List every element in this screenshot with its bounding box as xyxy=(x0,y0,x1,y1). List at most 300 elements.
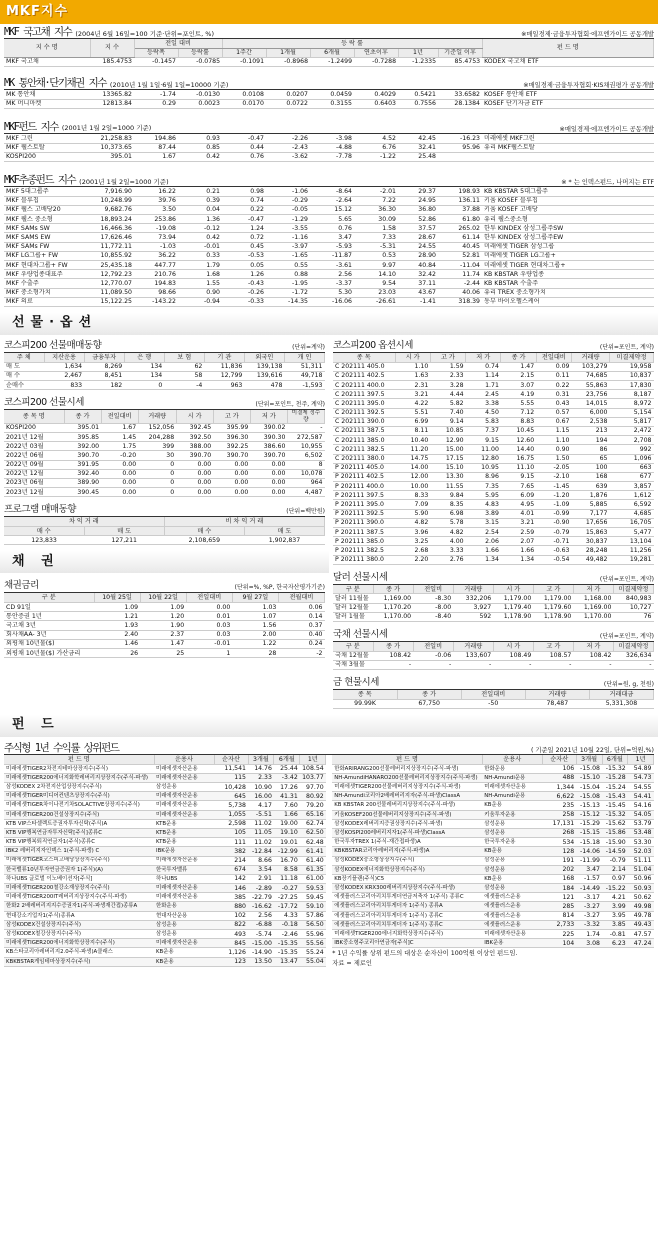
table-cell: MK 통안채 xyxy=(4,90,90,99)
unit-label: (단위=포인트, 계약) xyxy=(599,344,654,352)
table-cell: 매 도 xyxy=(4,362,44,371)
table-cell: MKF 중소형가치 xyxy=(4,288,90,297)
table-cell: 4.83 xyxy=(466,500,501,509)
col-header: 전월대비 xyxy=(278,593,324,602)
table-cell: 49,482 xyxy=(572,555,610,564)
top-fund-section xyxy=(4,741,654,967)
table-cell: 1.45 xyxy=(101,433,138,442)
table-cell: -3.62 xyxy=(266,152,310,161)
table-row xyxy=(4,838,326,847)
table-cell: 645 xyxy=(214,792,248,801)
table-cell: -3.32 xyxy=(576,920,602,929)
table-cell: 65 xyxy=(572,454,610,463)
table-cell: 5,154 xyxy=(610,408,654,417)
table-cell: 50.62 xyxy=(628,893,654,902)
table-cell: 185.4753 xyxy=(90,57,134,66)
table-cell: 389.90 xyxy=(64,478,101,487)
table-cell: - xyxy=(413,660,453,669)
table-cell: NH-AmundiHANARO200선물레버리지상장지수(주식-파생) xyxy=(332,773,482,782)
table-cell: 한투 KINDEX 삼성그룹주SW xyxy=(482,224,654,233)
col-header: 보 험 xyxy=(164,353,204,362)
table-cell: 5,817 xyxy=(610,417,654,426)
table-cell: 76 xyxy=(613,612,653,621)
table-cell: -15.24 xyxy=(602,783,628,792)
table-row xyxy=(4,57,654,66)
table-cell: 0 xyxy=(138,488,176,497)
table-cell: P 202111 392.5 xyxy=(333,509,395,518)
table-cell: 37.11 xyxy=(398,279,438,288)
table-cell: 0.7556 xyxy=(398,99,438,108)
table-row xyxy=(4,630,325,639)
table-cell: C 202111 382.5 xyxy=(333,445,395,454)
table-cell: 0.00 xyxy=(250,478,287,487)
table-row xyxy=(333,371,654,380)
table-cell: 54.41 xyxy=(628,792,654,801)
table-cell: 86 xyxy=(572,445,610,454)
table-cell: -27.25 xyxy=(274,893,300,902)
table-cell: -1,593 xyxy=(284,381,324,390)
table-cell: 4.00 xyxy=(430,537,465,546)
table-row xyxy=(4,773,326,782)
table-cell: P 202111 395.0 xyxy=(333,500,395,509)
col-header: 전일 대비 xyxy=(134,39,222,48)
table-cell: -15.13 xyxy=(576,801,602,810)
table-cell: 1.09 xyxy=(140,603,186,612)
table-cell: 19.01 xyxy=(274,838,300,847)
table-row xyxy=(4,478,325,487)
table-cell: -5.51 xyxy=(248,810,274,819)
table-cell: 10,837 xyxy=(610,371,654,380)
table-cell: 0.53 xyxy=(354,251,398,260)
table-row xyxy=(332,893,653,902)
table-cell: 미래에셋 TIGER 현대차그룹+ xyxy=(482,261,654,270)
table-cell: 392.50 xyxy=(176,433,213,442)
table-cell: -1.65 xyxy=(266,251,310,260)
futures-trade-table xyxy=(4,353,325,390)
right-column xyxy=(333,339,654,709)
col-header: 저 가 xyxy=(466,353,501,362)
table-cell: 59.10 xyxy=(300,902,326,911)
table-cell: 18,893.24 xyxy=(90,215,134,224)
table-cell: MKF 수출주 xyxy=(4,279,90,288)
table-cell: 592 xyxy=(453,612,493,621)
table-cell: -1.03 xyxy=(134,242,178,251)
table-cell: -1.72 xyxy=(266,288,310,297)
table-cell: C 202111 397.5 xyxy=(333,390,395,399)
table-cell: P 202111 400.0 xyxy=(333,482,395,491)
table-cell: 에셋플러스운용 xyxy=(482,911,542,920)
col-header: 시 가 xyxy=(395,353,430,362)
table-cell: -0.26 xyxy=(222,288,266,297)
unit-label: (단위=원, g, 천원) xyxy=(603,681,654,689)
table-cell: KBKBSTAR코리아레버리지(주식-파생)A xyxy=(332,847,482,856)
table-cell: 40.84 xyxy=(398,261,438,270)
table-cell: -1.29 xyxy=(266,215,310,224)
table-cell: 1.71 xyxy=(466,381,501,390)
table-cell: 14.76 xyxy=(248,764,274,773)
table-cell: 하나UBS xyxy=(154,874,214,883)
table-cell: 1,126 xyxy=(214,948,248,957)
table-cell: 62.50 xyxy=(300,828,326,837)
table-cell: -1.57 xyxy=(576,874,602,883)
table-cell: -15.62 xyxy=(602,819,628,828)
table-cell: -14.59 xyxy=(602,847,628,856)
table-row xyxy=(4,187,654,196)
table-cell: 10,955 xyxy=(287,442,324,451)
table-cell: 12.00 xyxy=(395,472,430,481)
table-cell: 11.18 xyxy=(274,874,300,883)
table-cell: 7.12 xyxy=(501,408,536,417)
col-header: 기준일 이후 xyxy=(438,48,482,57)
table-cell: 4.52 xyxy=(354,134,398,143)
table-cell: 미래에셋자산운용 xyxy=(154,764,214,773)
table-row xyxy=(333,408,654,417)
table-cell: 1,055 xyxy=(214,810,248,819)
table-cell: -8.40 xyxy=(413,612,453,621)
table-cell: 0.0459 xyxy=(310,90,354,99)
table-cell: KB운용 xyxy=(482,847,542,856)
table-cell: 194.86 xyxy=(134,134,178,143)
table-cell: 2023년 12월 xyxy=(4,488,64,497)
col-header: 전일대비 xyxy=(461,690,525,699)
table-row xyxy=(4,233,654,242)
table-cell: 4.44 xyxy=(430,390,465,399)
table-cell: -0.47 xyxy=(222,215,266,224)
table-cell: 0.00 xyxy=(176,460,213,469)
table-cell: 17,131 xyxy=(542,819,576,828)
table-cell: 미래에셋자산운용 xyxy=(154,856,214,865)
table-row xyxy=(4,874,326,883)
table-cell: KB운용 xyxy=(154,948,214,957)
col-header: 펀 드 명 xyxy=(4,755,154,764)
table-cell: 10,428 xyxy=(214,783,248,792)
table-row xyxy=(4,828,326,837)
col-header: 매 도 xyxy=(244,527,324,536)
table-cell: KTB VIP행복연금자투자신탁[주식]종류C xyxy=(4,828,154,837)
table-cell: -14.90 xyxy=(248,948,274,957)
table-cell: 2,472 xyxy=(610,426,654,435)
table-cell: 2,733 xyxy=(542,920,576,929)
unit-label: (단위=백만원) xyxy=(286,508,325,516)
table-cell: 4.95 xyxy=(501,500,536,509)
table-cell: 396.30 xyxy=(213,433,250,442)
table-row xyxy=(333,436,654,445)
col-header: 거래량 xyxy=(572,353,610,362)
table-cell: 6,622 xyxy=(542,792,576,801)
table-cell: 10.85 xyxy=(430,426,465,435)
table-cell: -3.27 xyxy=(576,902,602,911)
table-cell: -2.05 xyxy=(536,463,571,472)
section-title: MKF펀드 지수 xyxy=(4,120,58,133)
table-cell: -15.08 xyxy=(576,764,602,773)
table-cell: 0.00 xyxy=(213,478,250,487)
table-cell: 2.54 xyxy=(466,528,501,537)
table-cell: 0.5421 xyxy=(398,90,438,99)
table-row xyxy=(332,819,653,828)
table-cell: -2.46 xyxy=(274,930,300,939)
bond-index-table xyxy=(4,39,654,67)
unit-label: (단위=포인트, 계약) xyxy=(599,633,654,641)
table-cell: 390.02 xyxy=(250,423,287,432)
col-header: 종 가 xyxy=(373,585,413,594)
table-cell: 에셋플러스코리아리치투게더자 1(주식) 종류C xyxy=(332,920,482,929)
table-cell: -15.10 xyxy=(576,773,602,782)
table-row xyxy=(4,893,326,902)
table-cell: 미래에셋TIGER2차전지테마상장지수(주식) xyxy=(4,764,154,773)
table-cell: - xyxy=(287,423,324,432)
table-cell: 0.76 xyxy=(310,224,354,233)
table-cell: 4.50 xyxy=(466,408,501,417)
table-cell: 663 xyxy=(610,463,654,472)
table-row xyxy=(4,90,654,99)
table-cell: 8,187 xyxy=(610,390,654,399)
table-cell: NH-Amundi운용 xyxy=(482,773,542,782)
table-cell: 에셋플러스운용 xyxy=(482,920,542,929)
table-cell: 390.70 xyxy=(64,451,101,460)
table-cell: 99.99K xyxy=(333,699,397,708)
table-cell: 미래에셋TIGER코스피고배당상장지수(주식) xyxy=(4,856,154,865)
table-cell: -0.01 xyxy=(178,242,222,251)
table-cell: 2.45 xyxy=(466,390,501,399)
table-row xyxy=(4,371,325,380)
table-cell: 1.66 xyxy=(274,810,300,819)
col-header: 전일비 xyxy=(413,585,453,594)
table-cell: 10,078 xyxy=(287,469,324,478)
table-cell: 392.25 xyxy=(213,442,250,451)
table-cell: 2,708 xyxy=(610,436,654,445)
track-index-section xyxy=(4,172,654,307)
table-cell: 0.0023 xyxy=(178,99,222,108)
col-header: 6개월 xyxy=(274,755,300,764)
table-cell: -0.7288 xyxy=(354,57,398,66)
table-cell: 11,772.11 xyxy=(90,242,134,251)
table-cell: 4.01 xyxy=(501,509,536,518)
table-cell: 0.43 xyxy=(536,399,571,408)
table-cell: - xyxy=(373,660,413,669)
table-cell: 3.96 xyxy=(395,528,430,537)
table-cell: -0.90 xyxy=(536,518,571,527)
table-cell: 회사채AA- 3년 xyxy=(4,630,94,639)
table-cell: 32.42 xyxy=(398,270,438,279)
table-cell: MKF 국고채 xyxy=(4,57,90,66)
table-cell: 85.4753 xyxy=(438,57,482,66)
table-cell: 12.60 xyxy=(501,436,536,445)
table-cell: 133,607 xyxy=(453,651,493,660)
table-cell: KB KBSTAR 200선물레버리지상장지수(주식-파생) xyxy=(332,801,482,810)
table-cell: 0.0170 xyxy=(222,99,266,108)
table-cell: 28 xyxy=(232,649,278,658)
table-cell: 0.0108 xyxy=(222,90,266,99)
table-cell: 16,705 xyxy=(610,518,654,527)
table-cell: 0.00 xyxy=(176,488,213,497)
table-cell: 6,592 xyxy=(610,500,654,509)
subsection-title: 코스피200 옵션시세 xyxy=(333,340,413,352)
table-cell: KB운용 xyxy=(482,874,542,883)
table-row xyxy=(333,426,654,435)
table-cell: 0.74 xyxy=(222,196,266,205)
cell: 2,108,659 xyxy=(164,536,244,545)
table-cell: 1.67 xyxy=(101,423,138,432)
table-cell: 5,477 xyxy=(610,528,654,537)
col-header: 저 가 xyxy=(250,410,287,423)
table-cell: KB KBSTAR 우량업종 xyxy=(482,270,654,279)
table-row xyxy=(4,649,325,658)
table-row xyxy=(4,801,326,810)
table-cell: 0.06 xyxy=(278,603,324,612)
table-cell: 0.22 xyxy=(222,205,266,214)
col-header: 운용사 xyxy=(482,755,542,764)
table-cell: 0.00 xyxy=(186,603,232,612)
unit-label: (단위=%, %P, 한국자산평가기준) xyxy=(234,584,325,592)
bond-index-section xyxy=(4,24,654,67)
table-cell: 225 xyxy=(542,930,576,939)
table-row xyxy=(333,482,654,491)
table-row xyxy=(4,639,325,648)
table-cell: 24.95 xyxy=(398,196,438,205)
table-row xyxy=(4,603,325,612)
fund-index-table xyxy=(4,134,654,162)
table-cell: -1.16 xyxy=(266,233,310,242)
table-cell: 에셋플러스코리아리치투게더연금저축자 1(주식) 종류C xyxy=(332,893,482,902)
table-cell: 9.97 xyxy=(354,261,398,270)
table-cell: 키움투자운용 xyxy=(482,810,542,819)
table-cell: 0.11 xyxy=(536,371,571,380)
table-cell: 3.33 xyxy=(430,546,465,555)
table-cell: 1.36 xyxy=(178,215,222,224)
table-row xyxy=(333,362,654,371)
table-cell: 253.86 xyxy=(134,215,178,224)
table-cell: -0.06 xyxy=(413,651,453,660)
table-cell: 1,178.90 xyxy=(493,612,533,621)
table-cell: 1,876 xyxy=(572,491,610,500)
table-cell: 52.81 xyxy=(438,251,482,260)
table-cell: 11.74 xyxy=(438,270,482,279)
table-cell: 한화운용 xyxy=(482,764,542,773)
table-cell: 3.54 xyxy=(248,865,274,874)
table-cell: 7.40 xyxy=(430,408,465,417)
table-cell: 47.24 xyxy=(628,939,654,948)
table-row xyxy=(4,764,326,773)
table-cell: 1.68 xyxy=(178,270,222,279)
table-row xyxy=(333,463,654,472)
table-cell: 55.56 xyxy=(300,939,326,948)
table-cell: 11.55 xyxy=(430,482,465,491)
table-cell: 17,656 xyxy=(572,518,610,527)
col-header: 고 가 xyxy=(430,353,465,362)
table-row xyxy=(4,948,326,957)
table-cell: 79.20 xyxy=(300,801,326,810)
table-cell: 265.02 xyxy=(438,224,482,233)
table-cell: 3,857 xyxy=(610,482,654,491)
table-cell: 3.15 xyxy=(466,518,501,527)
table-cell: MKF 블루칩 xyxy=(4,196,90,205)
col-header: 6개월 xyxy=(602,755,628,764)
table-row xyxy=(4,442,325,451)
table-cell: 49.43 xyxy=(628,920,654,929)
table-cell: 13.47 xyxy=(274,957,300,966)
table-cell: 6.76 xyxy=(354,143,398,152)
table-cell: 3.28 xyxy=(430,381,465,390)
table-cell: 0.31 xyxy=(536,390,571,399)
col-header: 전일대비 xyxy=(186,593,232,602)
table-cell: 1,612 xyxy=(610,491,654,500)
table-row xyxy=(332,810,653,819)
col-header: 종 가 xyxy=(373,642,413,651)
table-cell: 845 xyxy=(214,939,248,948)
table-row xyxy=(333,528,654,537)
table-cell: KB KBSTAR 수출주 xyxy=(482,279,654,288)
table-cell: 미래에셋TIGER200에너지화학상장지수(주식) xyxy=(4,939,154,948)
table-cell: 2.68 xyxy=(395,546,430,555)
table-cell: -15.35 xyxy=(274,939,300,948)
col-header: 1년 xyxy=(628,755,654,764)
table-cell: 108.57 xyxy=(533,651,573,660)
col-header: 6개월 xyxy=(310,48,354,57)
col-header: 거래량 xyxy=(525,690,589,699)
table-cell: 하나UBS 글로벌 이노베이션자[주식] xyxy=(4,874,154,883)
table-cell: 15.00 xyxy=(430,445,465,454)
table-row xyxy=(4,792,326,801)
table-cell: 2.33 xyxy=(430,371,465,380)
table-cell: 0 xyxy=(138,478,176,487)
table-cell: 213 xyxy=(572,426,610,435)
table-cell: 12.90 xyxy=(430,436,465,445)
table-cell: 키움 KOSEF 블루칩 xyxy=(482,196,654,205)
table-cell: 2.76 xyxy=(430,555,465,564)
table-cell: 통안증권 1년 xyxy=(4,612,94,621)
section-title: MK 통안채·단기채권 지수 xyxy=(4,77,106,89)
table-cell: 2022년 06월 xyxy=(4,451,64,460)
table-cell: 12.80 xyxy=(466,454,501,463)
table-cell: 미래에셋TIGER미디어컨텐츠상장지수(주식) xyxy=(4,792,154,801)
table-cell: 28.90 xyxy=(398,251,438,260)
table-cell: 7.35 xyxy=(466,482,501,491)
table-cell: 2,538 xyxy=(572,417,610,426)
col-header: 등락폭 xyxy=(134,48,178,57)
table-cell: C 202111 395.0 xyxy=(333,399,395,408)
table-row xyxy=(333,594,654,603)
table-cell: 외평채 10년물($) 가산금리 xyxy=(4,649,94,658)
table-row xyxy=(333,555,654,564)
table-cell: 139,138 xyxy=(244,362,284,371)
table-cell: - xyxy=(573,660,613,669)
col-header: 연초이후 xyxy=(354,48,398,57)
table-cell: -3.17 xyxy=(576,893,602,902)
table-cell: 50.93 xyxy=(628,884,654,893)
col-header: 고 가 xyxy=(533,585,573,594)
section-title: MKF 국고채 지수 xyxy=(4,25,72,38)
table-cell: 37.57 xyxy=(398,224,438,233)
table-cell: 삼성운용 xyxy=(482,884,542,893)
table-cell: 51.11 xyxy=(628,856,654,865)
table-cell: 214 xyxy=(214,856,248,865)
table-cell: - xyxy=(613,660,653,669)
table-cell: IBK운용 xyxy=(482,939,542,948)
table-cell: 61.41 xyxy=(300,847,326,856)
col-header: 종 목 xyxy=(333,690,397,699)
table-cell: 3.21 xyxy=(395,390,430,399)
table-cell: 55.24 xyxy=(300,948,326,957)
table-cell: 0.21 xyxy=(178,187,222,196)
table-cell: 13.30 xyxy=(430,472,465,481)
section-sub: ( 기준일 2021년 10월 22일, 단위=억원,%) xyxy=(530,746,654,754)
table-cell: -0.18 xyxy=(274,920,300,929)
table-cell: 2.59 xyxy=(501,528,536,537)
table-cell: 미래에셋 TIGER LG그룹+ xyxy=(482,251,654,260)
col-header: 매 수 xyxy=(164,527,244,536)
table-cell: 8.66 xyxy=(248,856,274,865)
table-cell: 1.09 xyxy=(94,603,140,612)
